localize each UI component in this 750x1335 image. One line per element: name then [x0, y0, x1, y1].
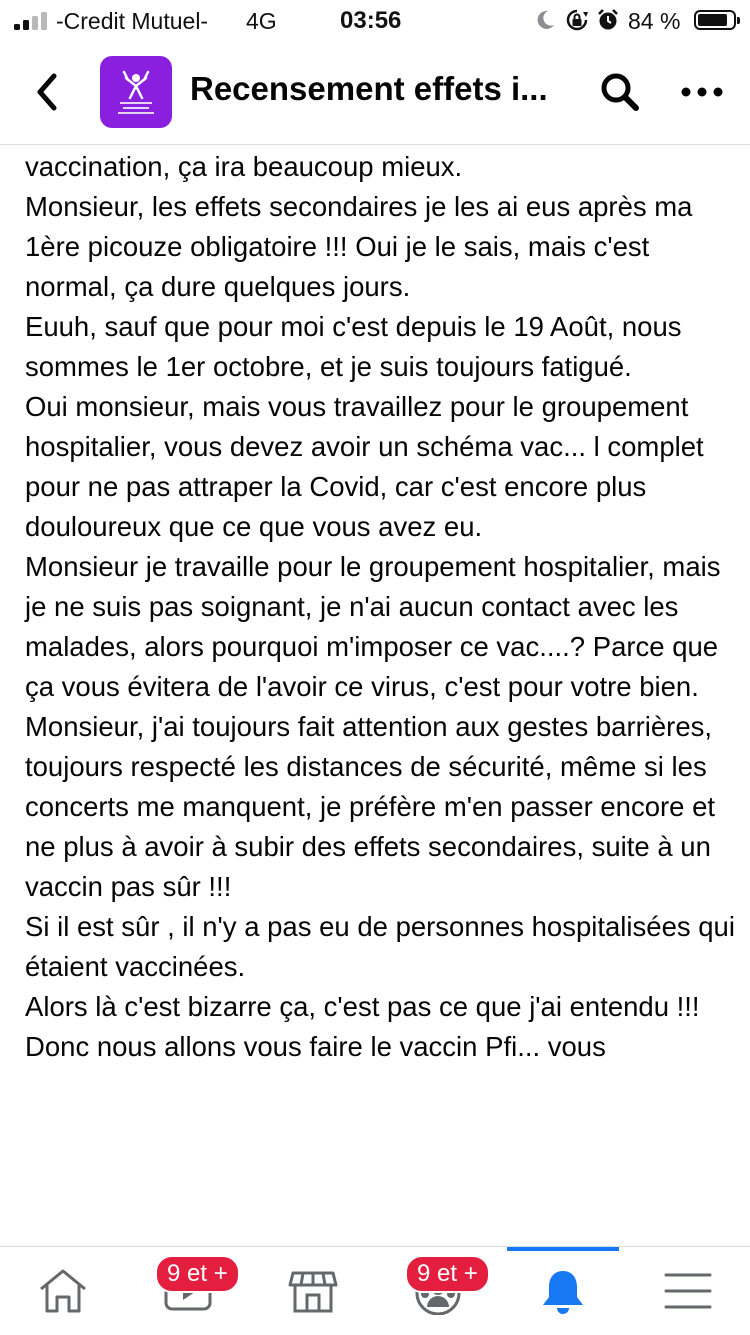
- more-icon[interactable]: [680, 82, 724, 102]
- marketplace-icon: [287, 1267, 339, 1315]
- search-icon[interactable]: [598, 70, 642, 114]
- tab-home[interactable]: [0, 1247, 125, 1335]
- home-icon: [37, 1267, 89, 1315]
- alarm-icon: [596, 8, 620, 32]
- status-time: 03:56: [340, 7, 402, 34]
- battery-icon: [694, 10, 736, 30]
- post-content: [0, 145, 750, 1246]
- tab-notifications[interactable]: [500, 1247, 625, 1335]
- post-paragraph: Oui monsieur, mais vous travaillez pour le groupement hospitalier, vous devez avoir un schéma vac... l complet pour ne pas attraper la Covid, car c'est encore plus douloureux que ce que vous avez eu.: [25, 391, 704, 542]
- signal-icon: [14, 12, 50, 30]
- post-paragraph: Si il est sûr , il n'y a pas eu de personnes hospitalisées qui étaient vaccinées.: [25, 911, 735, 982]
- post-paragraph: vaccination, ça ira beaucoup mieux.: [25, 151, 463, 182]
- bottom-navigation: [0, 1246, 750, 1335]
- post-paragraph: Monsieur je travaille pour le groupement hospitalier, mais je ne suis pas soignant, je n'ai aucun contact avec les malades, alors pourquoi m'imposer ce vac....? Parce que ça vous évitera de l'avoir ce virus, c'est pour votre bien.: [25, 551, 721, 702]
- tab-marketplace[interactable]: [250, 1247, 375, 1335]
- rotation-lock-icon: [564, 8, 590, 32]
- tab-watch[interactable]: [125, 1247, 250, 1335]
- bell-icon: [537, 1267, 589, 1315]
- tab-menu[interactable]: [625, 1247, 750, 1335]
- notification-badge: 9 et +: [405, 1255, 490, 1293]
- post-text: [25, 147, 740, 1067]
- group-logo-icon: [100, 56, 172, 128]
- status-bar: [0, 0, 750, 44]
- network-type: 4G: [246, 8, 277, 34]
- post-paragraph: Monsieur, j'ai toujours fait attention aux gestes barrières, toujours respecté les distances de sécurité, même si les concerts me manquent, je préfère m'en passer encore et ne plus à avoir à subir des effets secondaires, suite à un vaccin pas sûr !!!: [25, 711, 716, 902]
- group-header: [0, 44, 750, 145]
- group-title[interactable]: Recensement effets i...: [190, 70, 548, 107]
- post-paragraph: Euuh, sauf que pour moi c'est depuis le 19 Août, nous sommes le 1er octobre, et je suis toujours fatigué.: [25, 311, 682, 382]
- hamburger-menu-icon: [662, 1267, 714, 1315]
- back-chevron-icon[interactable]: [28, 70, 68, 114]
- carrier-name: -Credit Mutuel-: [56, 8, 209, 34]
- moon-icon: [534, 8, 556, 32]
- tab-groups[interactable]: [375, 1247, 500, 1335]
- post-paragraph: Monsieur, les effets secondaires je les ai eus après ma 1ère picouze obligatoire !!! Oui je le sais, mais c'est normal, ça dure quelques jours.: [25, 191, 693, 302]
- notification-badge: 9 et +: [155, 1255, 240, 1293]
- group-avatar[interactable]: [100, 56, 172, 128]
- post-paragraph: Alors là c'est bizarre ça, c'est pas ce que j'ai entendu !!!: [25, 991, 700, 1022]
- battery-percent: 84 %: [628, 8, 681, 34]
- post-paragraph: Donc nous allons vous faire le vaccin Pfi... vous: [25, 1031, 606, 1062]
